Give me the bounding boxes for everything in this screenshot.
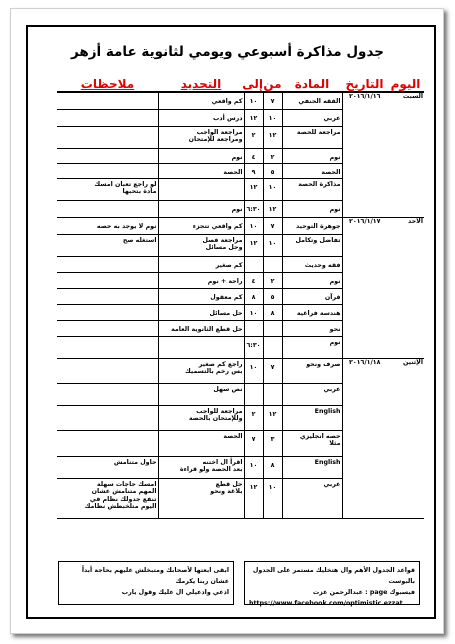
date-cell xyxy=(342,148,387,163)
desc-cell xyxy=(158,478,244,518)
from-cell xyxy=(263,336,282,358)
to-cell-text: ٢ xyxy=(251,131,256,139)
from-cell xyxy=(263,430,282,456)
date-cell xyxy=(342,456,387,478)
desc-cell-text: اقرأ ال اختنه بعد الحصة ولو قراءة xyxy=(179,458,243,473)
day-cell xyxy=(387,405,424,430)
notes-cell xyxy=(57,383,158,405)
subject-cell xyxy=(282,320,342,336)
date-cell xyxy=(342,256,387,272)
day-cell xyxy=(387,217,424,234)
to-cell-text: ١٠ xyxy=(249,222,258,230)
from-cell-text: ٨ xyxy=(270,461,275,469)
header-subject: المادة xyxy=(282,76,342,92)
desc-cell xyxy=(158,92,244,109)
subject-cell xyxy=(282,456,342,478)
to-cell-text: ١٠ xyxy=(249,461,258,469)
subject-cell xyxy=(282,234,342,256)
notes-cell-text xyxy=(58,384,157,386)
footer-rules-box xyxy=(244,561,420,605)
to-cell-text: ١٠ xyxy=(249,363,258,371)
notes-cell-text: لو راجع تعبان امسك مادة بتحبها xyxy=(94,180,157,195)
notes-cell-text: نوم لا يوجد به حصه xyxy=(96,222,157,230)
subject-cell xyxy=(282,256,342,272)
day-cell xyxy=(387,126,424,148)
to-cell-text xyxy=(246,384,262,389)
desc-cell xyxy=(158,200,244,217)
desc-cell-text: حل مسائل xyxy=(209,309,243,317)
desc-cell-text: كم واقعي تتجزء xyxy=(192,222,243,230)
desc-cell-text: الحصة xyxy=(223,168,243,176)
header-date: التاريخ xyxy=(342,76,387,92)
to-cell-text: ١٢ xyxy=(249,483,258,491)
day-cell-text: السبت xyxy=(402,93,423,100)
date-cell-text: ٢٠١٦/١/١٧ xyxy=(348,217,381,225)
table-row xyxy=(57,478,424,518)
subject-cell xyxy=(282,358,342,383)
from-cell-text: ١٢ xyxy=(268,410,277,418)
to-cell-text xyxy=(246,321,262,326)
from-cell-text: ١٠ xyxy=(268,183,277,191)
notes-cell-text xyxy=(58,93,157,98)
from-cell-text: ١٢ xyxy=(268,131,277,139)
day-cell-text: الإثنين xyxy=(402,358,423,366)
subject-cell-text: الفقه الحنفي xyxy=(298,98,341,105)
from-cell-text: ٢ xyxy=(270,277,275,285)
table-row xyxy=(57,430,424,456)
footer-share-line: عشان ربنا يكرمك xyxy=(175,578,229,585)
footer-share-line: ابقى ابعتها لأصحابك ومتبخلش عليهم بحاجة أبداً xyxy=(81,567,229,574)
to-cell xyxy=(244,430,263,456)
footer-facebook-page: فيسبوك page : عبدالرحمن عزت xyxy=(312,589,415,596)
table-row xyxy=(57,163,424,178)
to-cell-text: ٤ xyxy=(251,153,256,161)
to-cell xyxy=(244,288,263,304)
to-cell xyxy=(244,478,263,518)
from-cell xyxy=(263,163,282,178)
subject-cell-text: نحو xyxy=(329,325,341,333)
from-cell-text: ٧ xyxy=(270,222,275,230)
desc-cell-text: مراجعة الواجب ومراجعة للإمتحان xyxy=(188,128,243,143)
table-row xyxy=(57,288,424,304)
subject-cell xyxy=(282,304,342,320)
header-row xyxy=(57,76,424,92)
day-cell xyxy=(387,234,424,256)
date-cell xyxy=(342,109,387,126)
date-cell xyxy=(342,320,387,336)
subject-cell xyxy=(282,478,342,518)
desc-cell xyxy=(158,163,244,178)
day-cell xyxy=(387,358,424,383)
from-cell-text xyxy=(265,384,281,389)
subject-cell-text: نوم xyxy=(329,205,341,213)
subject-cell xyxy=(282,200,342,217)
from-cell-text: ٧ xyxy=(270,363,275,371)
date-cell xyxy=(342,234,387,256)
date-cell xyxy=(342,272,387,288)
table-row xyxy=(57,256,424,272)
desc-cell xyxy=(158,126,244,148)
table-row xyxy=(57,358,424,383)
day-cell xyxy=(387,109,424,126)
to-cell-text: ١٠ xyxy=(249,309,258,317)
notes-cell xyxy=(57,217,158,234)
day-cell xyxy=(387,163,424,178)
notes-cell-text xyxy=(58,257,157,262)
desc-cell xyxy=(158,320,244,336)
to-cell-text: ٤ xyxy=(251,277,256,285)
from-cell xyxy=(263,358,282,383)
date-cell xyxy=(342,288,387,304)
subject-cell xyxy=(282,430,342,456)
subject-cell xyxy=(282,405,342,430)
to-cell xyxy=(244,256,263,272)
notes-cell-text xyxy=(58,406,157,408)
from-cell-text: ١٠ xyxy=(268,483,277,491)
subject-cell-text: مراجعة للحصة xyxy=(296,128,341,136)
desc-cell xyxy=(158,304,244,320)
desc-cell xyxy=(158,405,244,430)
subject-cell-text: English xyxy=(314,458,341,466)
desc-cell-text xyxy=(160,179,243,181)
to-cell xyxy=(244,126,263,148)
to-cell xyxy=(244,272,263,288)
to-cell xyxy=(244,336,263,358)
header-from: من xyxy=(263,76,282,91)
to-cell-text: ٢ xyxy=(251,410,256,418)
from-cell-text: ١٠ xyxy=(268,239,277,247)
desc-cell xyxy=(158,234,244,256)
page-title: جدول مذاكرة أسبوعي ويومي لثانوية عامة أزهر xyxy=(71,44,384,60)
table-row xyxy=(57,126,424,148)
from-cell-text: ٣ xyxy=(270,435,275,443)
notes-cell xyxy=(57,430,158,456)
date-cell xyxy=(342,383,387,405)
to-cell xyxy=(244,320,263,336)
table-row xyxy=(57,456,424,478)
notes-cell xyxy=(57,126,158,148)
desc-cell xyxy=(158,272,244,288)
from-cell xyxy=(263,256,282,272)
from-cell xyxy=(263,109,282,126)
day-cell xyxy=(387,256,424,272)
header-desc: التحديد xyxy=(158,76,244,92)
desc-cell xyxy=(158,148,244,163)
day-cell xyxy=(387,148,424,163)
desc-cell xyxy=(158,383,244,405)
notes-cell xyxy=(57,109,158,126)
day-cell xyxy=(387,430,424,456)
footer-url-link[interactable]: https://www.facebook.com/optimistic.ezzat xyxy=(249,600,403,607)
to-cell xyxy=(244,456,263,478)
date-cell xyxy=(342,478,387,518)
to-cell xyxy=(244,148,263,163)
subject-cell-text: الحصة xyxy=(321,168,341,176)
to-cell-text: ١٢ xyxy=(249,239,258,247)
to-cell-text: ١٠ xyxy=(249,98,258,105)
to-cell-text: ٩ xyxy=(251,168,256,176)
subject-cell-text: صرف ونحو xyxy=(306,360,341,368)
desc-cell-text: مراجعة للواجب وللإمتحان بالحصة xyxy=(188,407,243,422)
subject-cell xyxy=(282,163,342,178)
notes-cell xyxy=(57,200,158,217)
to-cell-text: ٧ xyxy=(251,435,256,443)
notes-cell xyxy=(57,148,158,163)
desc-cell xyxy=(158,256,244,272)
day-cell xyxy=(387,272,424,288)
notes-cell-text xyxy=(58,110,157,115)
subject-cell xyxy=(282,288,342,304)
date-cell-text: ٢٠١٦/١/١٨ xyxy=(348,358,381,366)
desc-cell xyxy=(158,217,244,234)
desc-cell-text: درس أدب xyxy=(213,114,243,122)
desc-cell-text: كم واقعي xyxy=(211,98,243,105)
to-cell xyxy=(244,217,263,234)
desc-cell xyxy=(158,109,244,126)
date-cell-text: ٢٠١٦/١/١٦ xyxy=(348,93,381,100)
date-cell xyxy=(342,126,387,148)
desc-cell-text: نوم xyxy=(231,205,243,213)
schedule-table xyxy=(57,76,424,519)
to-cell xyxy=(244,92,263,109)
desc-cell-text: راحة + نوم xyxy=(207,277,243,285)
notes-cell-text: استغله صح xyxy=(122,236,157,244)
from-cell xyxy=(263,148,282,163)
subject-cell-text: عربي xyxy=(323,385,341,393)
subject-cell-text: قرآن xyxy=(324,293,341,301)
day-cell xyxy=(387,336,424,358)
footer-rules-line: قواعد الجدول الأهم وال هتخليك مستمر على الجدول بالبوست xyxy=(252,567,415,585)
notes-cell-text xyxy=(58,289,157,294)
subject-cell-text: تفاضل وتكامل xyxy=(295,236,341,244)
to-cell xyxy=(244,383,263,405)
subject-cell xyxy=(282,217,342,234)
date-cell xyxy=(342,178,387,200)
desc-cell xyxy=(158,336,244,358)
date-cell xyxy=(342,430,387,456)
notes-cell-text xyxy=(58,149,157,154)
subject-cell-text: فقه وحديث xyxy=(304,261,341,269)
from-cell xyxy=(263,478,282,518)
to-cell-text: ١٢ xyxy=(249,114,258,122)
notes-cell-text xyxy=(58,164,157,169)
notes-cell xyxy=(57,304,158,320)
to-cell xyxy=(244,358,263,383)
to-cell-text: ٦:٣٠ xyxy=(246,341,261,349)
desc-cell xyxy=(158,178,244,200)
date-cell xyxy=(342,200,387,217)
from-cell xyxy=(263,272,282,288)
from-cell-text: ٧ xyxy=(270,98,275,105)
subject-cell-text: نوم xyxy=(329,277,341,285)
to-cell-text: ٨ xyxy=(251,293,256,301)
subject-cell xyxy=(282,109,342,126)
table-row xyxy=(57,405,424,430)
subject-cell xyxy=(282,92,342,109)
date-cell xyxy=(342,92,387,109)
subject-cell xyxy=(282,178,342,200)
notes-cell xyxy=(57,256,158,272)
day-cell xyxy=(387,178,424,200)
desc-cell-text: حل قطع بلاغة ونحو xyxy=(210,480,243,495)
notes-cell xyxy=(57,320,158,336)
day-cell xyxy=(387,383,424,405)
from-cell-text xyxy=(265,257,281,262)
to-cell-text: ١٢ xyxy=(249,183,258,191)
footer-share-line: ادعي وادعيلي ال عليك وقول يارب xyxy=(121,589,229,596)
to-cell xyxy=(244,234,263,256)
table-row xyxy=(57,336,424,358)
notes-cell-text: حاول متنامش xyxy=(113,458,157,466)
notes-cell xyxy=(57,272,158,288)
subject-cell xyxy=(282,148,342,163)
header-notes: ملاحظات xyxy=(57,76,158,92)
subject-cell xyxy=(282,126,342,148)
header-to: إلى xyxy=(242,76,263,91)
notes-cell xyxy=(57,405,158,430)
desc-cell-text: راجع كم صغير بس رخم بالتسميك xyxy=(185,360,243,375)
from-cell-text: ٥ xyxy=(270,293,275,301)
notes-cell xyxy=(57,358,158,383)
subject-cell-text: نوم xyxy=(329,338,341,346)
table-row xyxy=(57,217,424,234)
desc-cell-text: كم معقول xyxy=(210,293,243,301)
to-cell xyxy=(244,163,263,178)
day-cell xyxy=(387,288,424,304)
from-cell xyxy=(263,234,282,256)
date-cell xyxy=(342,163,387,178)
notes-cell xyxy=(57,234,158,256)
from-cell-text xyxy=(265,321,281,326)
desc-cell-text: الحصة xyxy=(223,432,243,440)
desc-cell-text: حل قطع الثانوية العامة xyxy=(171,325,243,333)
notes-cell xyxy=(57,178,158,200)
table-row xyxy=(57,148,424,163)
to-cell-text: ٦:٣٠ xyxy=(246,205,261,213)
desc-cell-text: نوم xyxy=(231,153,243,161)
table-row xyxy=(57,320,424,336)
from-cell xyxy=(263,304,282,320)
table-row xyxy=(57,200,424,217)
notes-cell xyxy=(57,478,158,518)
date-cell xyxy=(342,358,387,383)
to-cell xyxy=(244,178,263,200)
desc-cell xyxy=(158,288,244,304)
from-cell xyxy=(263,320,282,336)
from-cell xyxy=(263,126,282,148)
subject-cell-text: نوم xyxy=(329,153,341,161)
notes-cell-text: امسك حاجات سهلة المهم متنامش عشان تنفع جدولك نظام في اليوم متلخبطش نظامك xyxy=(84,480,157,510)
notes-cell xyxy=(57,336,158,358)
from-cell-text: ٥ xyxy=(270,168,275,176)
notes-cell xyxy=(57,288,158,304)
subject-cell-text: عربي xyxy=(323,480,341,488)
table-row xyxy=(57,272,424,288)
subject-cell xyxy=(282,383,342,405)
subject-cell-text: هندسة فراغية xyxy=(296,309,341,317)
day-cell xyxy=(387,456,424,478)
subject-cell-text: حصه انجليزي مثلا xyxy=(299,432,341,447)
date-cell xyxy=(342,336,387,358)
table-row xyxy=(57,234,424,256)
notes-cell-text xyxy=(58,201,157,206)
from-cell xyxy=(263,178,282,200)
day-cell xyxy=(387,478,424,518)
notes-cell-text xyxy=(58,127,157,129)
notes-cell-text xyxy=(58,359,157,361)
from-cell xyxy=(263,405,282,430)
from-cell xyxy=(263,217,282,234)
subject-cell-text: جوهرة التوحيد xyxy=(296,222,341,230)
notes-cell-text xyxy=(58,431,157,433)
desc-cell xyxy=(158,358,244,383)
desc-cell-text: كم صغير xyxy=(215,261,243,269)
subject-cell-text: English xyxy=(314,407,341,415)
desc-cell xyxy=(158,456,244,478)
to-cell-text xyxy=(246,257,262,262)
desc-cell xyxy=(158,430,244,456)
footer-share-box xyxy=(58,561,234,605)
date-cell xyxy=(342,405,387,430)
table-row xyxy=(57,178,424,200)
date-cell xyxy=(342,217,387,234)
from-cell-text: ٢ xyxy=(270,153,275,161)
notes-cell-text xyxy=(58,337,157,339)
to-cell xyxy=(244,200,263,217)
desc-cell-text: مراجعة فصل وحل مسائل xyxy=(202,236,243,251)
from-cell-text: ١٠ xyxy=(268,114,277,122)
desc-cell-text: نص سهل xyxy=(213,385,243,393)
from-cell-text: ٨ xyxy=(270,309,275,317)
from-cell xyxy=(263,383,282,405)
to-cell xyxy=(244,304,263,320)
from-cell-text xyxy=(265,337,281,342)
to-cell xyxy=(244,109,263,126)
table-row xyxy=(57,92,424,109)
table-row xyxy=(57,304,424,320)
from-cell xyxy=(263,200,282,217)
header-day: اليوم xyxy=(387,76,424,92)
from-cell xyxy=(263,288,282,304)
subject-cell-text: عربي xyxy=(323,114,341,122)
day-cell xyxy=(387,304,424,320)
to-cell xyxy=(244,405,263,430)
from-cell xyxy=(263,92,282,109)
subject-cell xyxy=(282,336,342,358)
day-cell xyxy=(387,320,424,336)
table-row xyxy=(57,383,424,405)
day-cell-text: الاحد xyxy=(407,217,423,225)
notes-cell xyxy=(57,92,158,109)
day-cell xyxy=(387,92,424,109)
notes-cell-text xyxy=(58,305,157,310)
desc-cell-text xyxy=(160,337,243,339)
from-cell-text: ١٢ xyxy=(268,205,277,213)
notes-cell xyxy=(57,456,158,478)
day-cell xyxy=(387,200,424,217)
notes-cell xyxy=(57,163,158,178)
from-cell xyxy=(263,456,282,478)
notes-cell-text xyxy=(58,273,157,278)
date-cell xyxy=(342,304,387,320)
subject-cell xyxy=(282,272,342,288)
notes-cell-text xyxy=(58,321,157,326)
subject-cell-text: مذاكرة الحصة xyxy=(298,180,341,188)
table-row xyxy=(57,109,424,126)
